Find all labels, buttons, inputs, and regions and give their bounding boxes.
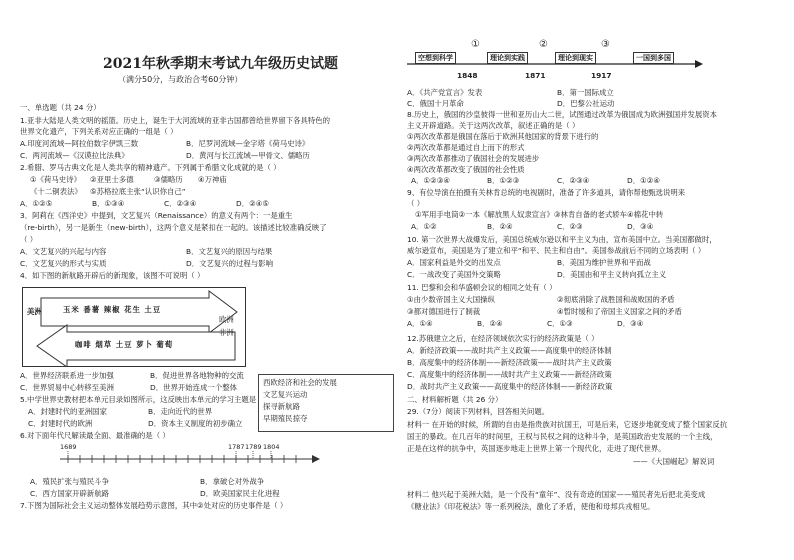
exchange-arrows	[23, 288, 245, 366]
q5-option-a: A．封建时代的亚洲国家	[28, 407, 107, 416]
q11-item-3: ③都对德国进行了制裁	[407, 307, 481, 316]
label-americas: 美洲	[27, 307, 42, 316]
q8-option-b: B．①②③	[487, 176, 520, 185]
q11-option-d: D．③④	[617, 319, 644, 328]
q9-option-b: B．②④	[487, 222, 513, 231]
q2-stem: 2.希腊、罗马古典文化是人类共享的精神遗产。下列属于希腊文化成就的是（ ）	[20, 163, 281, 172]
page-subtitle: （满分50分，与政治合考60分钟）	[118, 75, 243, 84]
q3-line3: （ ）	[20, 235, 38, 244]
material1-source: ——《大国崛起》解说词	[633, 457, 715, 466]
q1-option-a: A.印度河流域—阿拉伯数字伊凯三数	[20, 139, 139, 148]
q2-option-a: A．①②⑤	[20, 199, 53, 208]
goods-to-eurasia: 玉米 番薯 辣椒 花生 土豆	[63, 305, 162, 314]
stage-one-to-many: 一国到多国	[633, 52, 674, 64]
q12-option-a: A．新经济政策——战时共产主义政策——高度集中的经济体制	[407, 346, 612, 355]
q8-item-1: ①两次改革都是俄国在落后于欧洲其他国家的背景下进行的	[407, 132, 599, 141]
q2-item-4: ④万神庙	[198, 175, 227, 184]
q1-line1: 1.亚非大陆是人类文明的摇篮。历史上，诞生于大河流域的亚非古国都曾给世界留下各具特色的	[20, 116, 331, 125]
q8-option-d: D．①②④	[627, 176, 660, 185]
material2-line1: 材料二 他兴起于美洲大陆，是一个没有“童年”、没有奇迹的国家——殖民者先后把北美变成	[407, 490, 706, 499]
q5-stem: 5.中学世界史教材把本单元目录如图所示，这反映出本单元的学习主题是	[20, 395, 257, 404]
q12-option-c: C．高度集中的经济体制——战时共产主义政策——新经济政策	[407, 370, 612, 379]
q9-option-d: D．③④	[627, 222, 654, 231]
q8-item-3: ③两次改革都推动了俄国社会的发展进步	[407, 154, 540, 163]
q5-option-b: B．走向近代的世界	[148, 407, 213, 416]
q11-option-a: A．①④	[407, 319, 433, 328]
marker-1: ①	[471, 39, 480, 50]
q11-stem: 11. 巴黎和会和华盛顿会议的相同之处有（ ）	[407, 283, 557, 292]
q10-option-d: D．美国由和平主义转向孤立主义	[557, 270, 667, 279]
q10-option-a: A．国家利益是外交的出发点	[407, 258, 501, 267]
q2-item-2: ②亚里士多德	[90, 175, 134, 184]
q3-option-b: B．文艺复兴的原因与结果	[186, 247, 273, 256]
q11-item-1: ①由少数帝国主义大国操纵	[407, 295, 495, 304]
q10-line2: 威尔逊宣布，美国是为了建立和平“和平、民主和自由”。美国参战前后不同的立场表明（ ）	[407, 246, 706, 255]
marker-2: ②	[539, 39, 548, 50]
q7-option-a: A．《共产党宣言》发表	[407, 88, 483, 97]
goods-to-americas: 咖啡 烟草 土豆 萝卜 葡萄	[75, 340, 174, 349]
material2-line2: 《糖业法》《印花税法》等一系列税法，激化了矛盾，使他和母邦兵戎相见。	[407, 502, 655, 511]
q7-option-b: B．第一国际成立	[557, 88, 614, 97]
material1-line1: 材料一 在开始的时候，所谓的自由是指贵族对抗国王，可是后来，它逐步地就变成了整个国家反抗	[407, 420, 728, 429]
q8-option-c: C．②③④	[557, 176, 590, 185]
unit-outline-box	[258, 374, 394, 432]
q2-item-1: ①《荷马史诗》	[30, 175, 81, 184]
timeline-svg	[60, 443, 320, 471]
q1-line2: 世界文化遗产，下列关系对应正确的一组是（ ）	[20, 127, 178, 136]
q12-stem: 12.苏俄建立之后，在经济领域依次实行的经济政策是（ ）	[407, 334, 599, 343]
outline-item: 探寻新航路	[263, 402, 300, 411]
label-europe: 欧洲	[219, 315, 234, 324]
q1-option-b: B．尼罗河流域—金字塔《荷马史诗》	[186, 139, 310, 148]
q7-option-d: D．巴黎公社运动	[557, 99, 615, 108]
q12-option-b: B．高度集中的经济体制——新经济政策——战时共产主义政策	[407, 358, 612, 367]
q7-stem: 7.下图为国际社会主义运动整体发展趋势示意图，其中②处对应的历史事件是（ ）	[20, 501, 288, 510]
label-africa: 非洲	[219, 328, 234, 337]
year-1848: 1848	[457, 71, 478, 80]
socialism-trend-diagram	[405, 38, 705, 84]
q6-option-d: D．欧美国家民主化进程	[200, 489, 280, 498]
q4-option-b: B．促进世界各地物种的交流	[150, 371, 244, 380]
year-1789: 1789	[245, 443, 262, 451]
q12-option-d: D．战时共产主义政策——高度集中的经济体制——新经济政策	[407, 382, 613, 391]
year-1804: 1804	[263, 443, 280, 451]
outline-item: 文艺复兴运动	[263, 390, 308, 399]
q9-items: ①军用手电筒②一本《解放黑人奴隶宣言》③林肯自备的老式轿车④棉花中转	[415, 210, 664, 219]
q9-option-a: A．①②	[411, 222, 437, 231]
q3-option-d: D．文艺复兴的过程与影响	[186, 259, 273, 268]
q8-line2: 主义开辟道路。关于这两次改革，叙述正确的是（ ）	[407, 121, 580, 130]
q4-option-d: D．世界开始连成一个整体	[150, 383, 237, 392]
q9-line2: （ ）	[407, 199, 425, 208]
q10-option-c: C．一战改变了美国外交策略	[407, 270, 501, 279]
q1-option-d: D．黄河与长江流域—甲骨文、儒略历	[186, 151, 310, 160]
q4-option-a: A．世界经济联系进一步加强	[20, 371, 114, 380]
q3-option-a: A．文艺复兴的兴起与内容	[20, 247, 107, 256]
q3-line1: 3．阿莉在《西洋史》中提到，文艺复兴（Renaissance）的意义有两个：一是重生	[20, 211, 293, 220]
q2-option-b: B．①③④	[92, 199, 125, 208]
q2-item-tables: 《十二铜表法》	[30, 187, 82, 196]
q1-option-c: C．两河流域—《汉谟拉比法典》	[20, 151, 129, 160]
outline-item: 西欧经济和社会的发展	[263, 378, 337, 387]
q6-stem: 6.对下面年代尺解读最全面、最准确的是（ ）	[20, 431, 170, 440]
material1-line3: 正是在这样的抗争中，英国逐步地走上世界上第一个现代化，走进了现代世界。	[407, 444, 666, 453]
q11-item-2: ②彻底消除了战胜国和战败国的矛盾	[557, 295, 675, 304]
material1-line2: 国王的暴政。在几百年的时间里，王权与民权之间的这种斗争，是英国政治史发展的一个主线，	[407, 432, 718, 441]
q4-option-c: C．世界贸易中心转移至美洲	[20, 383, 114, 392]
exchange-diagram	[22, 287, 246, 367]
stage-utopian-to-science: 空想到科学	[415, 52, 456, 64]
right-column	[397, 0, 794, 560]
outline-item: 早期殖民掠夺	[263, 414, 308, 423]
q3-line2: （re-birth），另一是新生（new-birth），这两个意义是紧扣在一起的。该描述比较准确反映了	[20, 223, 327, 232]
year-1787: 1787	[228, 443, 245, 451]
q5-option-c: C．封建时代的欧洲	[28, 419, 93, 428]
year-1917: 1917	[591, 71, 612, 80]
stage-theory-to-reality: 理论到现实	[555, 52, 596, 64]
q6-option-c: C．西方国家开辟新航路	[30, 489, 110, 498]
q11-item-4: ④暂时缓和了帝国主义国家之间的矛盾	[557, 307, 682, 316]
q5-option-d: D．资本主义制度的初步确立	[148, 419, 243, 428]
stage-theory-to-practice: 理论到实践	[487, 52, 528, 64]
q2-option-c: C．②③④	[164, 199, 197, 208]
q9-option-c: C．②③	[557, 222, 583, 231]
q8-item-2: ②两次改革都是通过自上而下的形式	[407, 143, 525, 152]
q8-option-a: A．①②③④	[411, 176, 450, 185]
q6-option-a: A．殖民扩张与殖民斗争	[30, 477, 109, 486]
q2-item-3: ③儒略历	[154, 175, 183, 184]
q29-stem: 29.（7分）阅读下列材料，回答相关问题。	[407, 407, 550, 416]
q9-line1: 9、有位导演在拍摄有关林肯总统的电视剧时，准备了许多道具，请你帮他甄选说明来	[407, 188, 686, 197]
section-heading-single-choice: 一、单选题（共 24 分）	[20, 103, 101, 112]
q2-option-d: D．②④⑤	[236, 199, 269, 208]
q11-option-c: C．①③	[547, 319, 573, 328]
q2-item-5: ⑤苏格拉底主张“认识你自己”	[90, 187, 186, 196]
year-1871: 1871	[525, 71, 546, 80]
q8-line1: 8.历史上，俄国的沙皇彼得一世和亚历山大二世，试图通过改革为俄国成为欧洲强国并发展资本	[407, 110, 718, 119]
q7-option-c: C．俄国十月革命	[407, 99, 464, 108]
q10-option-b: B．美国为维护世界和平而战	[557, 258, 651, 267]
marker-3: ③	[601, 39, 610, 50]
q8-item-4: ④两次改革都改变了俄国的社会性质	[407, 165, 525, 174]
q10-line1: 10. 第一次世界大战爆发后，美国总统威尔逊以和平主义为由，宣布美国中立。当美国都做时，	[407, 235, 717, 244]
q3-option-c: C．文艺复兴的形式与实质	[20, 259, 107, 268]
timeline-ruler	[60, 443, 320, 471]
section-heading-material: 二、材料解析题（共 26 分）	[407, 395, 503, 404]
page-title: 2021年秋季期末考试九年级历史试题	[103, 56, 338, 72]
q4-stem: 4．如下图的新航路开辟后的新现象，该图不可说明（ ）	[20, 271, 205, 280]
q6-option-b: B．拿破仑对外战争	[200, 477, 265, 486]
q11-option-b: B．②④	[477, 319, 503, 328]
year-1689: 1689	[60, 443, 77, 451]
